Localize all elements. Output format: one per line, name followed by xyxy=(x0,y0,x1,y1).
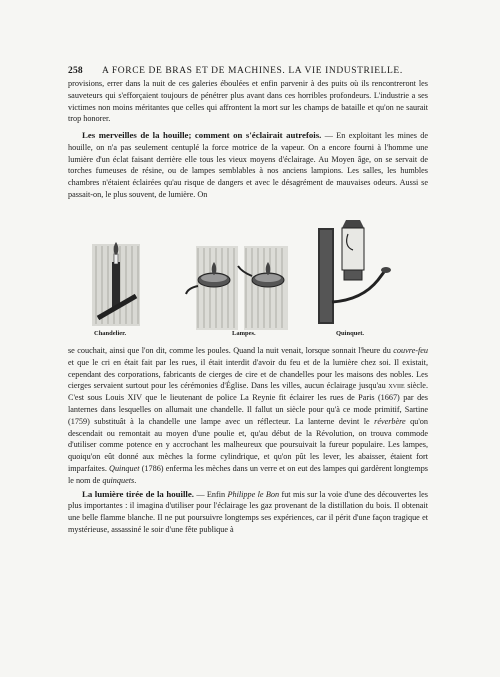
chandelier-illustration xyxy=(92,242,140,326)
continued-text-c: siècle. C'est sous Louis XIV que le lieutenant de police La Reynie fit éclairer les rues de Paris (1667) par des lanternes dans lesquelles on allumait une chandelle. Il fallut un siècle pour qu'à ce mode primitif, Sartine (1759) substituât à la chandelle une lampe avec un réflecteur. La lanterne devint le xyxy=(68,381,428,426)
name-philippe-le-bon: Philippe le Bon xyxy=(227,489,280,499)
quinquet-illustration xyxy=(318,220,391,324)
term-quinquets: quinquets xyxy=(102,475,135,485)
caption-lamps: Lampes. xyxy=(232,330,256,337)
section-lighting-text: — En exploitant les mines de houille, on n'a pas seulement centuplé la force motrice de la vapeur. On a encore fourni à l'homme une lumière d'un éclat faisant derrière elle tous les vieux moyens d'éclairage. Au Moyen âge, on se servait de torches fumeuses de résine, ou de lampes semblables à nos anciens lampions. Les salles, les humbles chambres n'étaient éclairées qu'au risque de dangers et avec le désagrément de mauvaises odeurs. Aussi se passait-on, le plus souvent, de lumière. On xyxy=(68,131,428,199)
continued-text-a: se couchait, ainsi que l'on dit, comme les poules. Quand la nuit venait, lorsque sonnait l'heure du xyxy=(68,346,394,355)
intro-paragraph xyxy=(68,78,428,125)
continued-text-e: (1786) enferma les mèches dans un verre et on eut des lampes qui gardèrent longtemps le nom de xyxy=(68,463,428,485)
continued-text-f: . xyxy=(134,475,137,485)
lighting-illustrations-drawing xyxy=(92,214,422,344)
century-numeral: xviie xyxy=(388,381,405,391)
gas-text-a: — Enfin xyxy=(193,489,228,499)
term-couvre-feu: couvre-feu xyxy=(393,346,428,355)
page-header xyxy=(68,66,428,78)
continued-text-b: et que le cri en était fait par les rues, il était interdit d'avoir du feu et de la lumière chez soi. Il existait, cependant des corporations, fabricants de cierges de cire et de chandelles pour les maisons des nobles. Les cierges servaient surtout pour les cérémonies d'Église. Dans les villes, aucun éclairage jusqu'au xyxy=(68,357,428,391)
page-number: 258 xyxy=(68,66,83,76)
caption-chandelier: Chandelier. xyxy=(94,330,127,337)
lamps-illustration xyxy=(186,246,288,330)
term-quinquet: Quinquet xyxy=(109,463,140,473)
running-title: A FORCE DE BRAS ET DE MACHINES. LA VIE INDUSTRIELLE. xyxy=(102,66,403,76)
intro-text: provisions, errer dans la nuit de ces galeries éboulées et enfin parvenir à des puits où ils rencontreront les sauveteurs qui s'efforçaient toujours de pénétrer plus avant dans ces horribles profondeurs. L'industrie a ses victimes non moins méritantes que celles qui affrontent la mort sur les champs de bataille et qu'on ne saurait trop honorer. xyxy=(68,79,428,124)
lighting-illustrations xyxy=(92,214,422,344)
continued-text-d: qu'on descendait ou remontait au moyen d'une poulie et, qu'au début de la Révolution, on trouva commode d'utiliser comme potence en y accrochant les malheureux que poursuivait la fureur populaire. Les lampes, quoiqu'on eût donné aux mèches la forme cylindrique, et qu'on pût les lever, les abaisser, étaient fort imparfaites. xyxy=(68,416,428,473)
section-lighting-paragraph xyxy=(68,130,428,201)
term-reverbere: réverbère xyxy=(374,416,406,426)
section-heading-merveilles: Les merveilles de la houille; comment on s'éclairait autrefois. xyxy=(82,130,322,140)
section-lighting-continued xyxy=(68,345,428,536)
gas-text-b: fut mis sur la voie d'une des découvertes les plus importantes : il imagina d'utiliser pour l'éclairage les gaz provenant de la distillation du bois. Il obtenait une belle flamme blanche. Il ne put poursuivre longtemps ses expériences, car il périt d'une façon tragique et mystérieuse, assassiné le soir d'une fête publique à xyxy=(68,489,428,534)
section-lighting-history xyxy=(68,130,428,201)
caption-quinquet: Quinquet. xyxy=(336,330,364,337)
continued-paragraph xyxy=(68,345,428,487)
section-gas-paragraph xyxy=(68,489,428,536)
section-heading-houille: La lumière tirée de la houille. xyxy=(82,488,194,499)
